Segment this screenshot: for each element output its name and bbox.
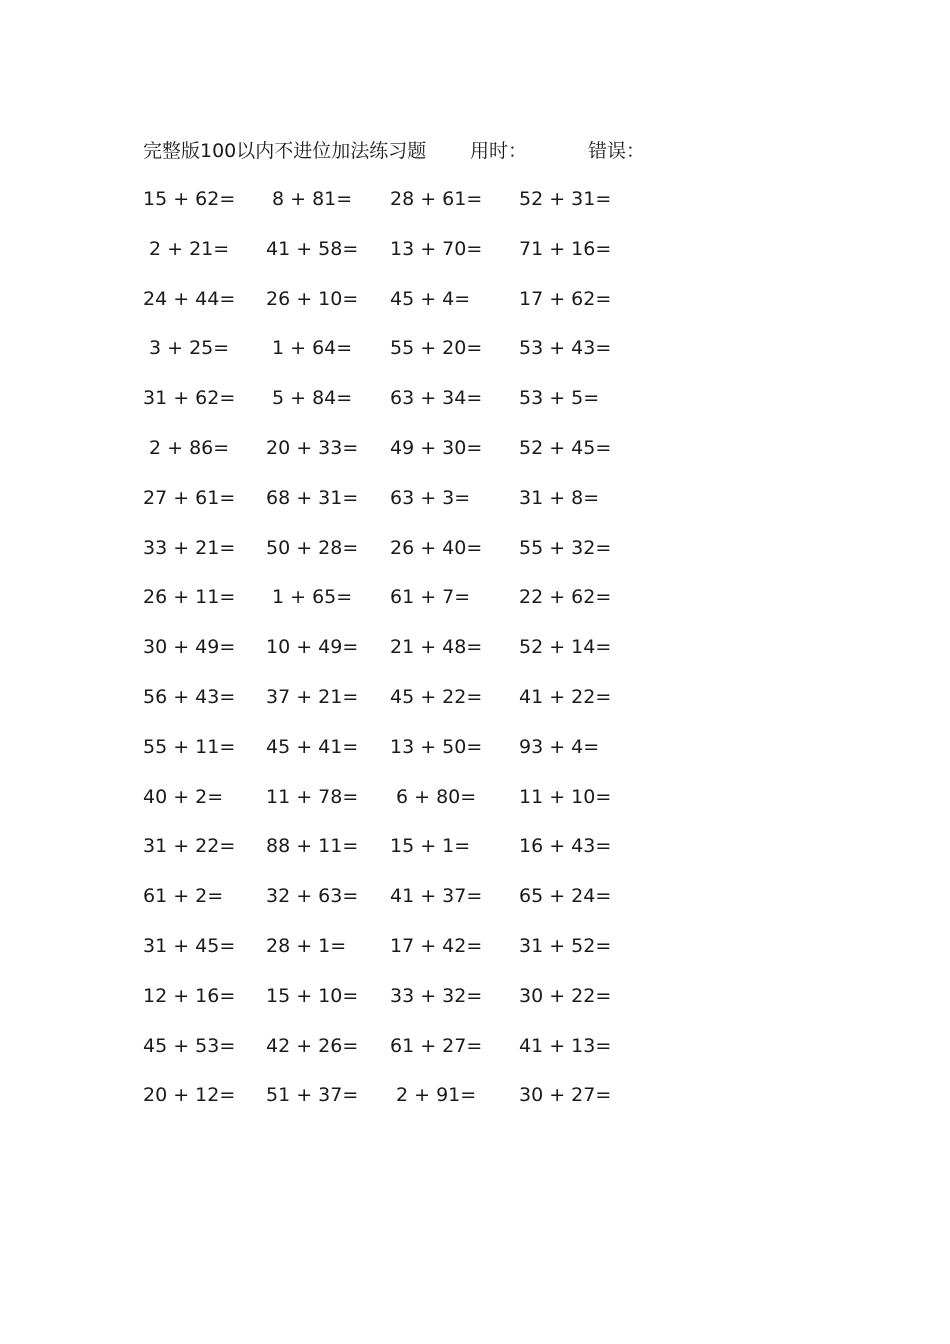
problem-cell <box>266 1030 364 1062</box>
problem-expression: 20 + 12= <box>143 1084 236 1107</box>
problem-cell <box>266 631 364 663</box>
problem-cell <box>519 781 617 813</box>
problem-expression: 45 + 41= <box>266 735 359 758</box>
problem-cell <box>143 233 241 265</box>
problem-expression: 15 + 62= <box>143 188 236 210</box>
problem-cell <box>390 681 488 713</box>
problem-cell <box>390 233 488 265</box>
problem-expression: 41 + 13= <box>519 1034 612 1057</box>
problem-cell <box>143 1030 241 1062</box>
problem-row <box>143 731 643 781</box>
problem-cell <box>266 781 364 813</box>
problem-expression: 13 + 50= <box>390 735 483 758</box>
problem-cell <box>143 482 241 514</box>
problem-cell <box>143 1079 241 1111</box>
problem-expression: 41 + 22= <box>519 685 612 708</box>
problem-cell <box>519 581 617 613</box>
problem-expression: 52 + 45= <box>519 436 612 459</box>
problem-cell <box>266 980 364 1012</box>
problem-expression: 31 + 22= <box>143 835 236 858</box>
problem-row <box>143 681 643 731</box>
problem-cell <box>390 581 488 613</box>
problem-cell <box>266 233 364 265</box>
problem-cell <box>519 233 617 265</box>
problem-cell <box>390 631 488 663</box>
problem-cell <box>519 830 617 862</box>
page-title: 完整版100以内不进位加法练习题 <box>143 140 427 162</box>
problem-cell <box>390 382 488 414</box>
problem-row <box>143 233 643 283</box>
problem-cell <box>143 930 241 962</box>
problem-expression: 45 + 22= <box>390 685 483 708</box>
problem-expression: 31 + 62= <box>143 387 236 410</box>
problem-cell <box>519 183 617 215</box>
problem-cell <box>266 183 364 215</box>
problem-expression: 31 + 45= <box>143 934 236 957</box>
problem-expression: 26 + 40= <box>390 536 483 559</box>
problem-expression: 55 + 20= <box>390 337 483 360</box>
problem-expression: 50 + 28= <box>266 536 359 559</box>
problem-expression: 41 + 37= <box>390 885 483 908</box>
problem-row <box>143 482 643 532</box>
problem-expression: 33 + 32= <box>390 984 483 1007</box>
problem-row <box>143 332 643 382</box>
problem-row <box>143 283 643 333</box>
problem-cell <box>519 980 617 1012</box>
problem-cell <box>390 781 488 813</box>
problem-expression: 11 + 78= <box>266 785 359 808</box>
problem-expression: 28 + 1= <box>266 934 347 957</box>
problem-row <box>143 183 643 233</box>
problem-expression: 52 + 14= <box>519 636 612 659</box>
problem-expression: 65 + 24= <box>519 885 612 908</box>
problem-expression: 63 + 34= <box>390 387 483 410</box>
problem-expression: 2 + 86= <box>149 436 230 459</box>
problem-expression: 11 + 10= <box>519 785 612 808</box>
problem-expression: 37 + 21= <box>266 685 359 708</box>
problem-expression: 32 + 63= <box>266 885 359 908</box>
problem-cell <box>143 781 241 813</box>
problem-cell <box>143 532 241 564</box>
problem-cell <box>390 830 488 862</box>
problem-cell <box>390 332 488 364</box>
problem-cell <box>519 382 617 414</box>
problem-row <box>143 781 643 831</box>
problem-expression: 12 + 16= <box>143 984 236 1007</box>
problem-cell <box>143 581 241 613</box>
problem-expression: 2 + 91= <box>396 1084 477 1107</box>
problem-cell <box>143 283 241 315</box>
problem-cell <box>519 631 617 663</box>
problem-expression: 40 + 2= <box>143 785 224 808</box>
problem-expression: 31 + 52= <box>519 934 612 957</box>
problem-row <box>143 880 643 930</box>
problem-row <box>143 532 643 582</box>
problem-expression: 1 + 65= <box>272 586 353 609</box>
problem-expression: 15 + 1= <box>390 835 471 858</box>
problem-cell <box>143 631 241 663</box>
problem-cell <box>266 283 364 315</box>
problem-cell <box>143 830 241 862</box>
problem-expression: 41 + 58= <box>266 237 359 260</box>
problem-expression: 30 + 27= <box>519 1084 612 1107</box>
problem-expression: 61 + 7= <box>390 586 471 609</box>
problem-expression: 30 + 22= <box>519 984 612 1007</box>
problem-expression: 55 + 11= <box>143 735 236 758</box>
problem-expression: 10 + 49= <box>266 636 359 659</box>
problem-cell <box>519 930 617 962</box>
problem-expression: 28 + 61= <box>390 188 483 210</box>
problem-cell <box>266 432 364 464</box>
problem-cell <box>390 930 488 962</box>
problem-expression: 53 + 5= <box>519 387 600 410</box>
problem-expression: 17 + 42= <box>390 934 483 957</box>
problem-expression: 88 + 11= <box>266 835 359 858</box>
problem-expression: 63 + 3= <box>390 486 471 509</box>
problem-cell <box>519 681 617 713</box>
problem-grid <box>143 183 643 1129</box>
problem-expression: 27 + 61= <box>143 486 236 509</box>
problem-expression: 8 + 81= <box>272 188 353 210</box>
problem-expression: 26 + 10= <box>266 287 359 310</box>
problem-expression: 33 + 21= <box>143 536 236 559</box>
problem-cell <box>266 681 364 713</box>
problem-cell <box>519 532 617 564</box>
problem-cell <box>519 1079 617 1111</box>
problem-cell <box>390 731 488 763</box>
problem-cell <box>390 482 488 514</box>
problem-row <box>143 1030 643 1080</box>
problem-expression: 53 + 43= <box>519 337 612 360</box>
problem-expression: 45 + 53= <box>143 1034 236 1057</box>
problem-cell <box>390 1079 488 1111</box>
problem-row <box>143 432 643 482</box>
problem-expression: 55 + 32= <box>519 536 612 559</box>
problem-cell <box>266 332 364 364</box>
problem-cell <box>390 1030 488 1062</box>
problem-expression: 22 + 62= <box>519 586 612 609</box>
problem-cell <box>519 731 617 763</box>
problem-cell <box>266 532 364 564</box>
problem-expression: 42 + 26= <box>266 1034 359 1057</box>
problem-expression: 56 + 43= <box>143 685 236 708</box>
problem-expression: 45 + 4= <box>390 287 471 310</box>
problem-cell <box>143 681 241 713</box>
problem-cell <box>266 830 364 862</box>
problem-cell <box>266 880 364 912</box>
problem-row <box>143 930 643 980</box>
problem-cell <box>266 930 364 962</box>
problem-cell <box>143 432 241 464</box>
problem-cell <box>519 332 617 364</box>
problem-cell <box>143 332 241 364</box>
problem-row <box>143 830 643 880</box>
problem-cell <box>266 482 364 514</box>
problem-expression: 17 + 62= <box>519 287 612 310</box>
problem-expression: 21 + 48= <box>390 636 483 659</box>
problem-cell <box>266 1079 364 1111</box>
problem-expression: 24 + 44= <box>143 287 236 310</box>
problem-expression: 71 + 16= <box>519 237 612 260</box>
time-label: 用时： <box>470 140 528 162</box>
problem-row <box>143 1079 643 1129</box>
problem-cell <box>143 731 241 763</box>
problem-row <box>143 980 643 1030</box>
problem-expression: 61 + 27= <box>390 1034 483 1057</box>
problem-expression: 1 + 64= <box>272 337 353 360</box>
problem-cell <box>266 731 364 763</box>
problem-row <box>143 631 643 681</box>
problem-cell <box>519 432 617 464</box>
problem-expression: 61 + 2= <box>143 885 224 908</box>
problem-cell <box>390 432 488 464</box>
worksheet-header <box>143 136 663 166</box>
problem-cell <box>390 183 488 215</box>
problem-expression: 26 + 11= <box>143 586 236 609</box>
problem-cell <box>143 183 241 215</box>
problem-cell <box>143 382 241 414</box>
problem-cell <box>390 532 488 564</box>
problem-expression: 93 + 4= <box>519 735 600 758</box>
problem-cell <box>390 283 488 315</box>
problem-expression: 13 + 70= <box>390 237 483 260</box>
problem-cell <box>519 283 617 315</box>
problem-cell <box>519 880 617 912</box>
problem-expression: 5 + 84= <box>272 387 353 410</box>
problem-expression: 15 + 10= <box>266 984 359 1007</box>
problem-cell <box>519 1030 617 1062</box>
problem-expression: 31 + 8= <box>519 486 600 509</box>
problem-cell <box>519 482 617 514</box>
problem-expression: 49 + 30= <box>390 436 483 459</box>
problem-expression: 6 + 80= <box>396 785 477 808</box>
errors-label: 错误： <box>588 140 646 162</box>
problem-cell <box>266 382 364 414</box>
problem-expression: 30 + 49= <box>143 636 236 659</box>
problem-expression: 3 + 25= <box>149 337 230 360</box>
problem-expression: 20 + 33= <box>266 436 359 459</box>
problem-row <box>143 581 643 631</box>
problem-expression: 16 + 43= <box>519 835 612 858</box>
problem-cell <box>143 980 241 1012</box>
problem-cell <box>143 880 241 912</box>
problem-expression: 68 + 31= <box>266 486 359 509</box>
problem-row <box>143 382 643 432</box>
problem-cell <box>266 581 364 613</box>
problem-cell <box>390 880 488 912</box>
problem-expression: 52 + 31= <box>519 188 612 210</box>
problem-expression: 2 + 21= <box>149 237 230 260</box>
problem-cell <box>390 980 488 1012</box>
problem-expression: 51 + 37= <box>266 1084 359 1107</box>
